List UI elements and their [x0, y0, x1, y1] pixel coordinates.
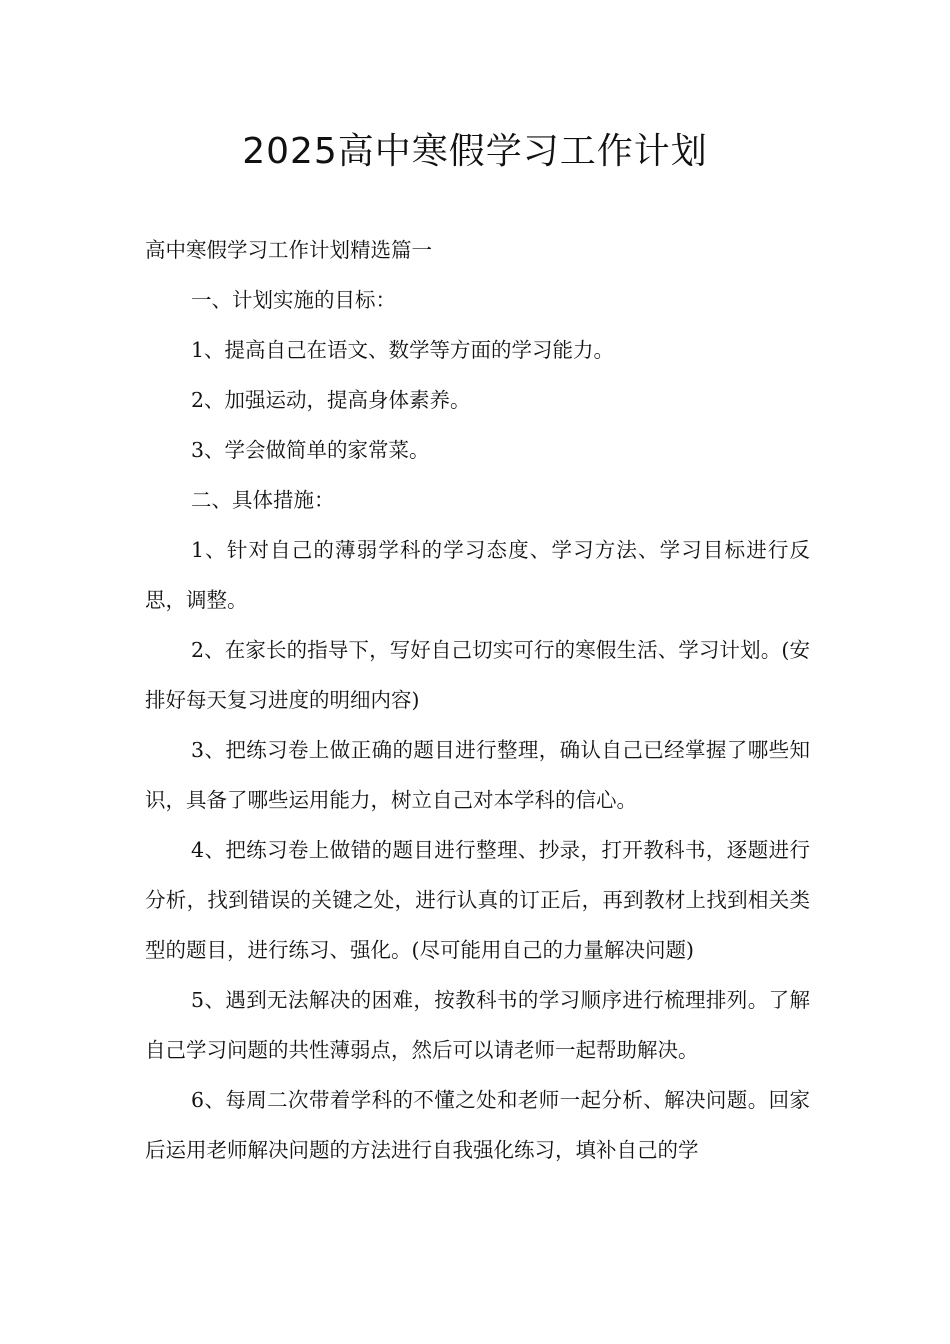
paragraph-goal-2: 2、加强运动，提高身体素养。: [191, 388, 471, 412]
paragraph-measure-4: 4、把练习卷上做错的题目进行整理、抄录，打开教科书，逐题进行分析，找到错误的关键之处，进行认真的订正后，再到教材上找到相关类型的题目，进行练习、强化。(尽可能用自己的力量解决问题): [145, 838, 810, 962]
paragraph-measure-1: 1、针对自己的薄弱学科的学习态度、学习方法、学习目标进行反思，调整。: [145, 538, 810, 612]
paragraph-goals-heading: 一、计划实施的目标：: [191, 288, 396, 312]
paragraph-measures-heading: 二、具体措施：: [191, 488, 335, 512]
document-body: [145, 225, 810, 1175]
paragraph-section-heading: 高中寒假学习工作计划精选篇一: [145, 238, 432, 262]
paragraph-measure-3: 3、把练习卷上做正确的题目进行整理，确认自己已经掌握了哪些知识，具备了哪些运用能力，树立自己对本学科的信心。: [145, 738, 810, 812]
paragraph-goal-3: 3、学会做简单的家常菜。: [191, 438, 430, 462]
paragraph-measure-2: 2、在家长的指导下，写好自己切实可行的寒假生活、学习计划。(安排好每天复习进度的明细内容): [145, 638, 810, 712]
paragraph-measure-5: 5、遇到无法解决的困难，按教科书的学习顺序进行梳理排列。了解自己学习问题的共性薄弱点，然后可以请老师一起帮助解决。: [145, 988, 810, 1062]
document-title: 2025高中寒假学习工作计划: [242, 131, 708, 172]
paragraph-goal-1: 1、提高自己在语文、数学等方面的学习能力。: [191, 338, 615, 362]
paragraph-measure-6: 6、每周二次带着学科的不懂之处和老师一起分析、解决问题。回家后运用老师解决问题的方法进行自我强化练习，填补自己的学: [145, 1088, 810, 1162]
